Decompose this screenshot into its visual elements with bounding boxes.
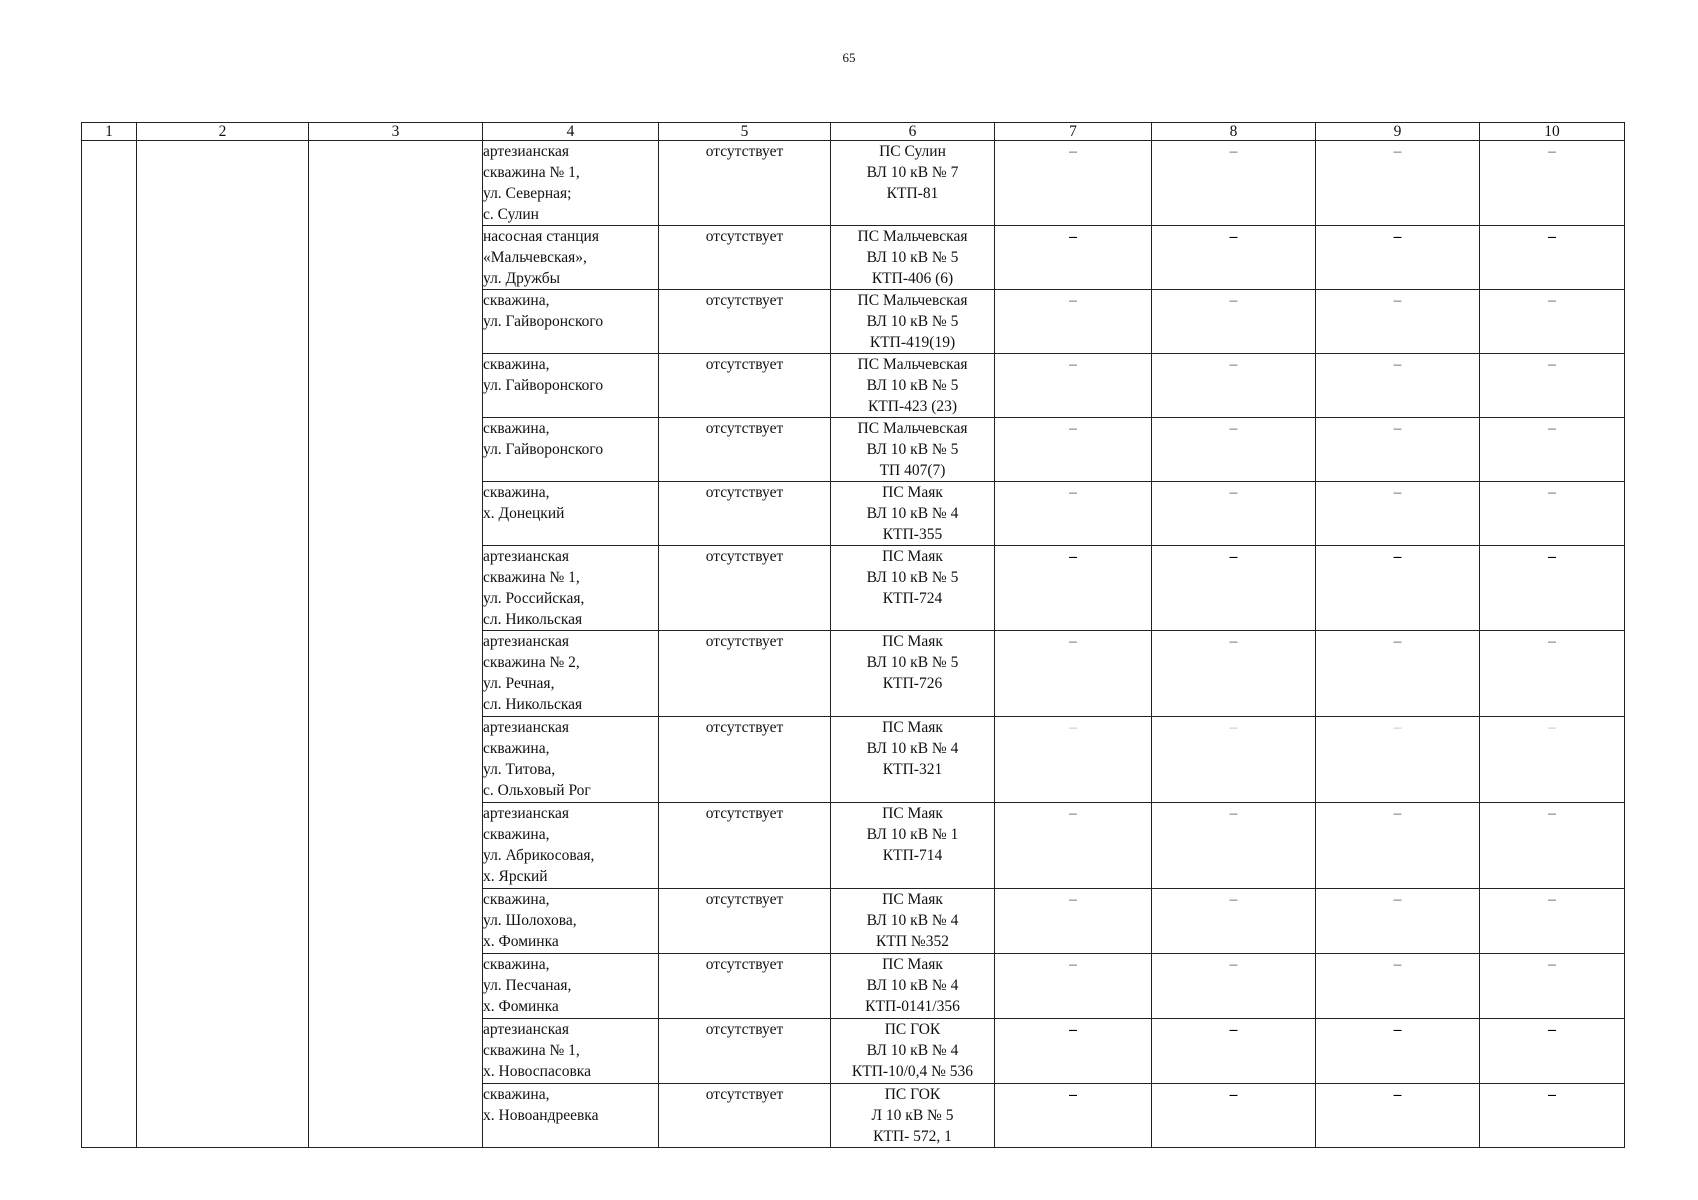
object-line: с. Ольховый Рог [483,782,591,799]
status-cell: отсутствует [659,717,831,803]
header-col-7: 7 [995,123,1152,141]
dash-cell-col-9: – [1316,418,1480,482]
dash-cell-col-8: – [1152,889,1316,954]
dash-cell-col-7: – [995,546,1152,631]
dash-cell-col-9: – [1316,717,1480,803]
status-cell: отсутствует [659,418,831,482]
dash-cell-col-8: – [1152,418,1316,482]
object-cell [483,354,659,418]
object-line: сл. Никольская [483,611,583,628]
dash-cell-col-8: – [1152,954,1316,1019]
power-source-cell [831,717,995,803]
dash-cell-col-8: – [1152,1019,1316,1084]
power-source-line: КТП-321 [882,761,943,778]
object-line: ул. Северная; [483,185,572,202]
object-cell [483,226,659,290]
dash-cell-col-9: – [1316,1019,1480,1084]
power-source-line: ПС ГОК [884,1021,941,1038]
dash-cell-col-10: – [1480,226,1625,290]
object-line: скважина № 1, [483,569,580,586]
power-source-line: КТП-724 [882,590,943,607]
dash-cell-col-10: – [1480,418,1625,482]
power-source-line: КТП-10/0,4 № 536 [851,1063,974,1080]
dash-cell-col-8: – [1152,631,1316,717]
status-cell: отсутствует [659,954,831,1019]
status-cell: отсутствует [659,1019,831,1084]
dash-cell-col-8: – [1152,354,1316,418]
object-cell [483,418,659,482]
dash-cell-col-9: – [1316,290,1480,354]
header-row [82,123,1625,141]
header-col-9: 9 [1316,123,1480,141]
power-source-line: ПС Маяк [882,484,943,501]
dash-cell-col-10: – [1480,290,1625,354]
object-line: ул. Гайворонского [483,377,604,394]
power-source-line: ПС Маяк [882,633,943,650]
power-source-line: КТП-423 (23) [867,398,958,415]
power-source-line: ПС ГОК [884,1086,941,1103]
dash-cell-col-9: – [1316,803,1480,889]
object-cell [483,1084,659,1148]
power-source-cell [831,482,995,546]
power-source-line: ПС Маяк [882,548,943,565]
object-line: ул. Российская, [483,590,585,607]
power-source-line: КТП-726 [882,675,943,692]
object-cell [483,717,659,803]
object-line: насосная станция [483,228,599,245]
power-source-cell [831,1019,995,1084]
power-source-line: ПС Маяк [882,719,943,736]
object-line: скважина, [483,740,550,757]
page-number: 65 [842,50,856,65]
power-source-line: ВЛ 10 кВ № 5 [866,249,959,266]
power-source-line: ПС Маяк [882,891,943,908]
object-cell [483,546,659,631]
object-line: артезианская [483,633,570,650]
status-cell: отсутствует [659,803,831,889]
object-line: скважина, [483,484,550,501]
dash-cell-col-8: – [1152,290,1316,354]
object-line: х. Донецкий [483,505,565,522]
power-source-line: КТП-355 [882,526,943,543]
dash-cell-col-8: – [1152,141,1316,226]
dash-cell-col-8: – [1152,803,1316,889]
power-source-cell [831,546,995,631]
header-col-2: 2 [137,123,309,141]
object-cell [483,1019,659,1084]
power-source-cell [831,290,995,354]
power-source-line: ПС Мальчевская [857,420,968,437]
table-row [82,141,1625,226]
dash-cell-col-10: – [1480,546,1625,631]
header-col-4: 4 [483,123,659,141]
object-line: «Мальчевская», [483,249,587,266]
dash-cell-col-7: – [995,954,1152,1019]
status-cell: отсутствует [659,1084,831,1148]
power-source-line: ПС Мальчевская [857,228,968,245]
object-line: ул. Гайворонского [483,441,604,458]
object-line: артезианская [483,719,570,736]
dash-cell-col-7: – [995,482,1152,546]
dash-cell-col-9: – [1316,482,1480,546]
dash-cell-col-10: – [1480,803,1625,889]
power-source-line: КТП-81 [886,185,939,202]
power-source-line: ВЛ 10 кВ № 5 [866,569,959,586]
dash-cell-col-10: – [1480,631,1625,717]
dash-cell-col-7: – [995,717,1152,803]
header-col-10: 10 [1480,123,1625,141]
object-cell [483,141,659,226]
dash-cell-col-10: – [1480,482,1625,546]
power-source-cell [831,803,995,889]
dash-cell-col-10: – [1480,954,1625,1019]
dash-cell-col-9: – [1316,141,1480,226]
object-line: артезианская [483,805,570,822]
power-source-line: Л 10 кВ № 5 [871,1107,954,1124]
dash-cell-col-9: – [1316,631,1480,717]
dash-cell-col-7: – [995,226,1152,290]
dash-cell-col-9: – [1316,954,1480,1019]
object-cell [483,290,659,354]
status-cell: отсутствует [659,889,831,954]
object-line: сл. Никольская [483,696,583,713]
object-line: скважина, [483,1086,550,1103]
power-source-line: КТП №352 [876,933,949,950]
object-line: ул. Шолохова, [483,912,577,929]
object-line: ул. Гайворонского [483,313,604,330]
status-cell: отсутствует [659,546,831,631]
object-cell [483,954,659,1019]
object-line: скважина, [483,356,550,373]
power-source-line: ПС Мальчевская [857,292,968,309]
object-line: артезианская [483,143,570,160]
power-source-line: ВЛ 10 кВ № 5 [866,377,959,394]
object-line: ул. Абрикосовая, [483,847,595,864]
dash-cell-col-7: – [995,1019,1152,1084]
empty-cell-col3 [309,141,483,1148]
dash-cell-col-10: – [1480,354,1625,418]
power-source-line: ВЛ 10 кВ № 4 [866,740,959,757]
power-source-cell [831,226,995,290]
data-table [81,122,1625,1148]
dash-cell-col-10: – [1480,141,1625,226]
dash-cell-col-7: – [995,631,1152,717]
dash-cell-col-9: – [1316,546,1480,631]
status-cell: отсутствует [659,226,831,290]
dash-cell-col-9: – [1316,354,1480,418]
object-line: скважина, [483,292,550,309]
power-source-line: ВЛ 10 кВ № 4 [866,912,959,929]
power-source-line: ВЛ 10 кВ № 4 [866,1042,959,1059]
object-line: ул. Речная, [483,675,555,692]
object-line: ул. Титова, [483,761,556,778]
status-cell: отсутствует [659,290,831,354]
dash-cell-col-10: – [1480,717,1625,803]
object-line: ул. Дружбы [483,270,561,287]
dash-cell-col-7: – [995,1084,1152,1148]
object-cell [483,889,659,954]
object-line: х. Ярский [483,868,548,885]
empty-cell-col2 [137,141,309,1148]
power-source-line: ПС Маяк [882,956,943,973]
object-line: артезианская [483,548,570,565]
power-source-line: КТП-406 (6) [871,270,954,287]
dash-cell-col-8: – [1152,226,1316,290]
dash-cell-col-10: – [1480,1019,1625,1084]
power-source-line: КТП-0141/356 [865,998,960,1015]
table-body [82,141,1625,1148]
status-cell: отсутствует [659,482,831,546]
header-col-5: 5 [659,123,831,141]
header-col-8: 8 [1152,123,1316,141]
status-cell: отсутствует [659,354,831,418]
object-cell [483,482,659,546]
object-line: ул. Песчаная, [483,977,572,994]
object-line: скважина, [483,826,550,843]
power-source-line: ПС Сулин [879,143,946,160]
object-cell [483,803,659,889]
object-line: скважина № 1, [483,1042,580,1059]
object-line: скважина № 1, [483,164,580,181]
dash-cell-col-7: – [995,803,1152,889]
power-source-line: ТП 407(7) [879,462,946,479]
dash-cell-col-7: – [995,354,1152,418]
object-line: х. Фоминка [483,998,559,1015]
dash-cell-col-7: – [995,290,1152,354]
object-line: скважина № 2, [483,654,580,671]
power-source-line: ВЛ 10 кВ № 4 [866,505,959,522]
header-col-1: 1 [82,123,137,141]
power-source-cell [831,354,995,418]
dash-cell-col-9: – [1316,889,1480,954]
power-source-line: КТП-714 [882,847,943,864]
dash-cell-col-10: – [1480,889,1625,954]
power-source-cell [831,1084,995,1148]
dash-cell-col-8: – [1152,546,1316,631]
power-source-line: КТП-419(19) [869,334,956,351]
object-line: скважина, [483,420,550,437]
dash-cell-col-8: – [1152,1084,1316,1148]
power-source-cell [831,631,995,717]
power-source-line: ПС Мальчевская [857,356,968,373]
dash-cell-col-7: – [995,418,1152,482]
power-source-line: ВЛ 10 кВ № 7 [866,164,959,181]
object-line: с. Сулин [483,206,539,223]
power-source-cell [831,954,995,1019]
object-line: скважина, [483,891,550,908]
header-col-3: 3 [309,123,483,141]
dash-cell-col-7: – [995,141,1152,226]
power-source-cell [831,141,995,226]
object-line: артезианская [483,1021,570,1038]
power-source-line: ПС Маяк [882,805,943,822]
header-col-6: 6 [831,123,995,141]
object-cell [483,631,659,717]
object-line: скважина, [483,956,550,973]
dash-cell-col-8: – [1152,482,1316,546]
status-cell: отсутствует [659,141,831,226]
dash-cell-col-8: – [1152,717,1316,803]
object-line: х. Новоандреевка [483,1107,599,1124]
dash-cell-col-9: – [1316,1084,1480,1148]
object-line: х. Новоспасовка [483,1063,591,1080]
power-source-line: ВЛ 10 кВ № 5 [866,654,959,671]
object-line: х. Фоминка [483,933,559,950]
power-source-line: ВЛ 10 кВ № 5 [866,441,959,458]
power-source-line: ВЛ 10 кВ № 4 [866,977,959,994]
dash-cell-col-10: – [1480,1084,1625,1148]
dash-cell-col-9: – [1316,226,1480,290]
power-source-cell [831,889,995,954]
dash-cell-col-7: – [995,889,1152,954]
empty-cell-col1 [82,141,137,1148]
power-source-cell [831,418,995,482]
power-source-line: КТП- 572, 1 [873,1128,952,1145]
status-cell: отсутствует [659,631,831,717]
power-source-line: ВЛ 10 кВ № 1 [866,826,959,843]
power-source-line: ВЛ 10 кВ № 5 [866,313,959,330]
